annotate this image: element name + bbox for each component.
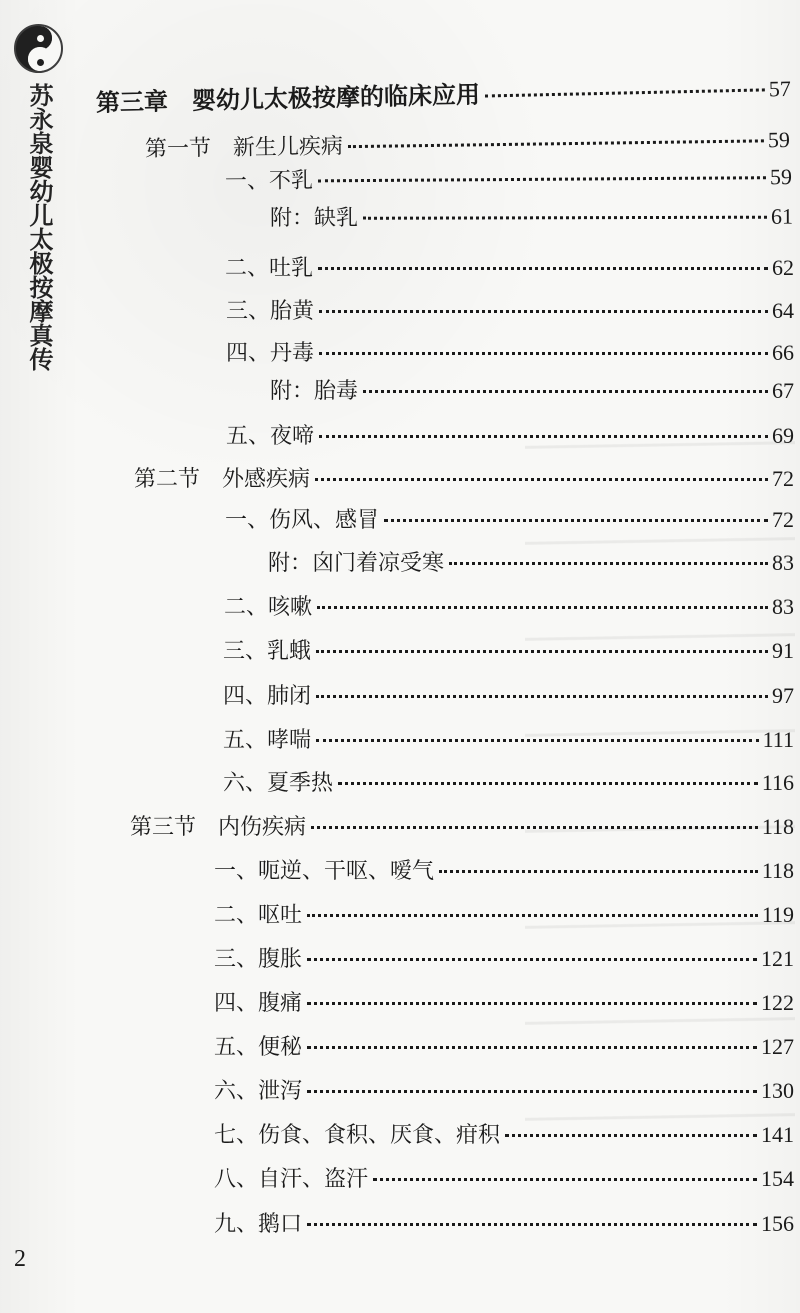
toc-item-row <box>225 507 794 537</box>
dot-leader <box>316 649 768 653</box>
toc-label: 四、腹痛 <box>214 991 303 1016</box>
toc-page-number: 57 <box>768 75 792 102</box>
dot-leader <box>307 1222 757 1226</box>
toc-item-row <box>226 340 794 370</box>
dot-leader <box>363 389 768 393</box>
toc-label: 第一节 新生儿疾病 <box>144 134 344 162</box>
dot-leader <box>319 309 768 313</box>
dot-leader <box>363 215 767 220</box>
toc-label: 二、吐乳 <box>225 256 314 281</box>
toc-page-number: 83 <box>772 594 794 619</box>
toc-item-row <box>223 727 794 757</box>
toc-page-number: 59 <box>769 164 793 190</box>
dot-leader <box>307 1089 757 1093</box>
toc-item-row <box>214 1078 794 1108</box>
toc-appendix-row <box>268 550 794 580</box>
toc-page-number: 130 <box>761 1078 794 1103</box>
toc-item-row <box>224 594 794 624</box>
toc-label: 七、伤食、食积、厌食、疳积 <box>214 1123 501 1148</box>
toc-label: 二、咳嗽 <box>224 595 313 620</box>
toc-page-number: 97 <box>772 683 794 708</box>
toc-page-number: 141 <box>761 1122 794 1147</box>
toc-section-row <box>134 466 794 496</box>
toc-label: 四、丹毒 <box>226 341 315 366</box>
toc-label: 附：缺乳 <box>269 205 359 231</box>
toc-label: 九、鹅口 <box>214 1212 303 1237</box>
toc-page-number: 127 <box>761 1034 794 1059</box>
toc-section-row <box>130 814 794 844</box>
toc-page-number: 122 <box>761 990 794 1015</box>
dot-leader <box>505 1133 757 1137</box>
toc-page-number: 72 <box>772 507 794 532</box>
dot-leader <box>485 87 765 97</box>
dot-leader <box>318 266 768 270</box>
toc-item-row <box>225 164 792 198</box>
page-number: 2 <box>14 1246 26 1272</box>
dot-leader <box>317 605 768 609</box>
dot-leader <box>307 913 758 917</box>
toc-page-number: 72 <box>772 466 794 491</box>
toc-label: 附：囟门着凉受寒 <box>268 551 445 576</box>
dot-leader <box>307 1045 757 1049</box>
dot-leader <box>338 781 758 785</box>
toc-item-row <box>223 770 794 800</box>
vertical-book-title: 苏永泉婴幼儿太极按摩真传 <box>25 83 54 371</box>
yin-yang-light-dot <box>37 35 44 42</box>
toc-page-number: 64 <box>772 298 794 323</box>
toc-item-row <box>214 1211 794 1241</box>
dot-leader <box>311 825 758 829</box>
toc-label: 五、便秘 <box>214 1035 303 1060</box>
toc-label: 八、自汗、盗汗 <box>214 1167 369 1192</box>
toc-label: 附：胎毒 <box>270 379 359 404</box>
toc-label: 第三节 内伤疾病 <box>130 815 307 840</box>
toc-label: 五、夜啼 <box>226 424 315 449</box>
toc-page-number: 156 <box>761 1211 794 1236</box>
toc-chapter-row <box>96 74 791 119</box>
dot-leader <box>307 957 757 961</box>
toc-label: 第二节 外感疾病 <box>134 467 311 492</box>
toc-item-row <box>223 683 794 713</box>
toc-page-number: 66 <box>772 340 794 365</box>
toc-item-row <box>214 902 794 932</box>
dot-leader <box>373 1177 757 1181</box>
toc-appendix-row <box>270 378 794 408</box>
toc-appendix-row <box>270 204 793 235</box>
toc-item-row <box>226 423 794 453</box>
toc-label: 四、肺闭 <box>223 684 312 709</box>
toc-section-row <box>145 127 790 166</box>
toc-label: 一、呃逆、干呕、嗳气 <box>214 859 435 884</box>
toc-page-number: 118 <box>761 858 794 883</box>
yin-yang-dark-dot <box>37 59 44 66</box>
toc-label: 第三章 婴幼儿太极按摩的临床应用 <box>95 80 481 117</box>
dot-leader <box>319 434 768 438</box>
toc-page-number: 118 <box>761 814 794 839</box>
toc-page-number: 69 <box>772 423 794 448</box>
toc-page-number: 59 <box>767 126 791 153</box>
dot-leader <box>316 738 759 742</box>
toc-item-row <box>223 638 794 668</box>
toc-page-number: 116 <box>761 770 794 795</box>
toc-page-number: 62 <box>772 255 794 280</box>
toc-page-number: 61 <box>770 203 794 229</box>
toc-page-number: 119 <box>761 902 794 927</box>
dot-leader <box>384 518 768 522</box>
toc-label: 三、乳蛾 <box>223 639 312 664</box>
toc-item-row <box>214 858 794 888</box>
toc-label: 六、泄泻 <box>214 1079 303 1104</box>
dot-leader <box>315 477 768 481</box>
toc-label: 六、夏季热 <box>223 771 334 796</box>
toc-label: 三、腹胀 <box>214 947 303 972</box>
toc-item-row <box>214 946 794 976</box>
dot-leader <box>319 351 768 355</box>
toc-item-row <box>226 298 794 328</box>
toc-item-row <box>214 1122 794 1152</box>
toc-label: 一、不乳 <box>224 168 314 194</box>
dot-leader <box>307 1001 757 1005</box>
toc-label: 二、呕吐 <box>214 903 303 928</box>
toc-page-number: 83 <box>772 550 794 575</box>
toc-label: 五、哮喘 <box>223 728 312 753</box>
toc-page-number: 67 <box>772 378 794 403</box>
toc-item-row <box>225 255 794 285</box>
toc-label: 一、伤风、感冒 <box>225 508 380 533</box>
dot-leader <box>316 694 768 698</box>
toc-page-number: 121 <box>761 946 794 971</box>
dot-leader <box>318 175 766 182</box>
dot-leader <box>348 138 764 148</box>
toc-page-number: 111 <box>762 727 794 752</box>
dot-leader <box>449 561 768 565</box>
toc-item-row <box>214 990 794 1020</box>
toc-page-number: 91 <box>772 638 794 663</box>
toc-item-row <box>214 1166 794 1196</box>
toc-page-number: 154 <box>761 1166 794 1191</box>
toc-label: 三、胎黄 <box>226 299 315 324</box>
dot-leader <box>439 869 758 873</box>
toc-item-row <box>214 1034 794 1064</box>
